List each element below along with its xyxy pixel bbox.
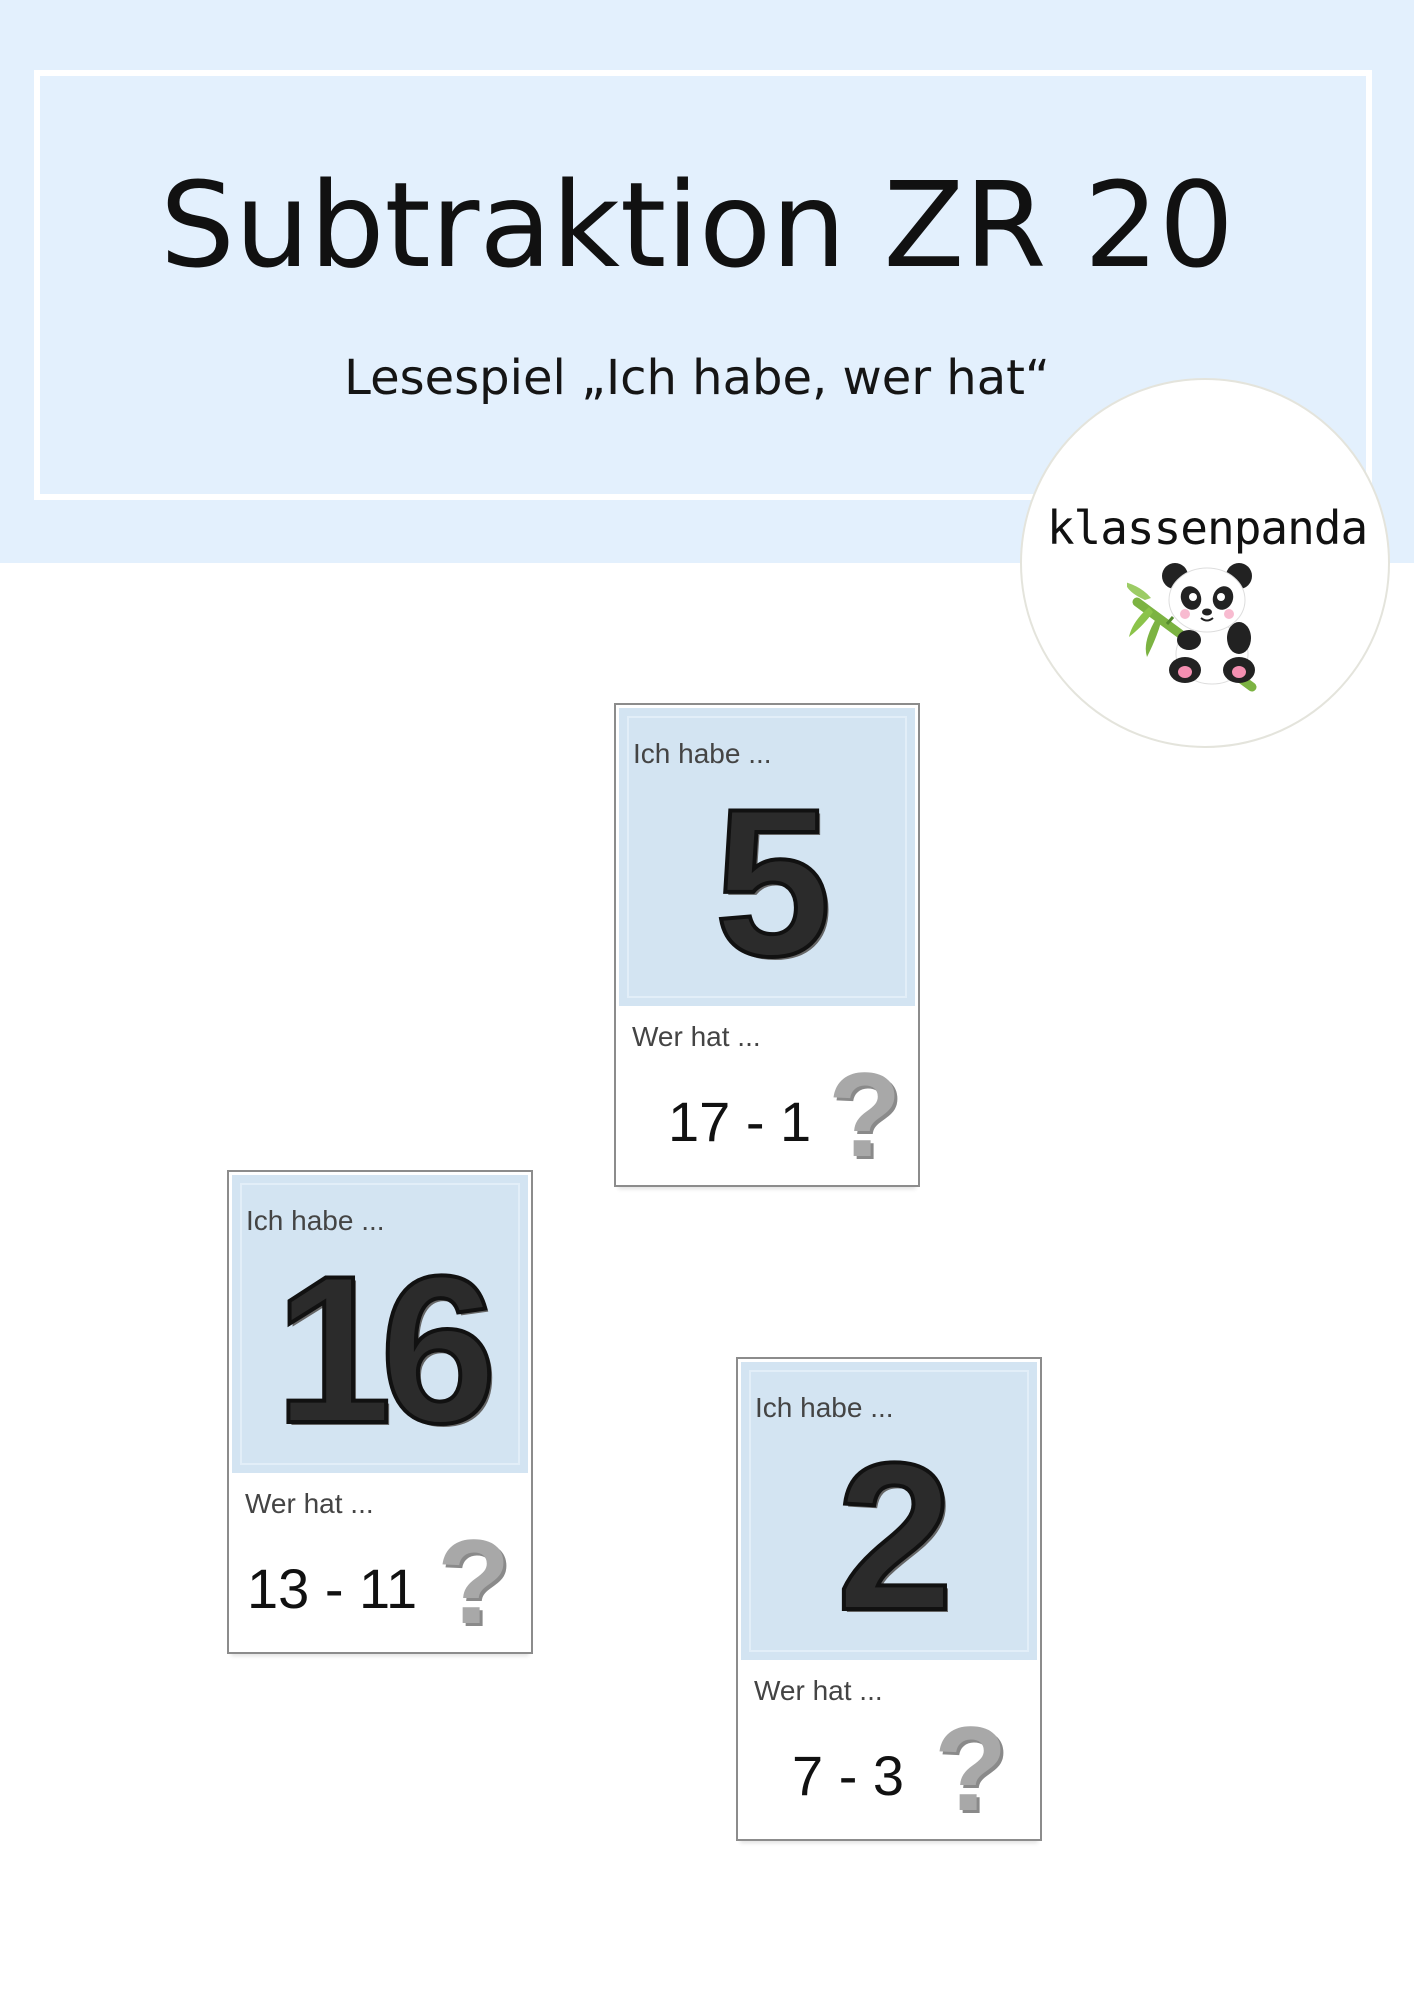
who-label: Wer hat ... bbox=[245, 1488, 374, 1519]
card-number: 5 bbox=[714, 765, 820, 1000]
who-label: Wer hat ... bbox=[754, 1675, 883, 1706]
have-label: Ich habe ... bbox=[246, 1205, 385, 1236]
card-number: 16 bbox=[275, 1232, 485, 1467]
card-top-panel bbox=[741, 1362, 1037, 1660]
logo-text: klassenpanda bbox=[1046, 501, 1368, 555]
card-equation: 17 - 1 bbox=[668, 1090, 812, 1153]
game-card bbox=[736, 1357, 1042, 1841]
question-mark-icon: ? bbox=[828, 1048, 902, 1182]
have-label: Ich habe ... bbox=[633, 738, 772, 769]
card-top-panel bbox=[232, 1175, 528, 1473]
card-equation: 7 - 3 bbox=[792, 1744, 905, 1807]
question-mark-icon: ? bbox=[934, 1702, 1008, 1836]
card-top-panel bbox=[619, 708, 915, 1006]
have-label: Ich habe ... bbox=[755, 1392, 894, 1423]
card-number: 2 bbox=[836, 1419, 942, 1654]
page-subtitle: Lesespiel „Ich habe, wer hat“ bbox=[344, 350, 1050, 406]
panda-bamboo-icon bbox=[1127, 562, 1287, 692]
question-mark-icon: ? bbox=[437, 1515, 511, 1649]
game-card bbox=[227, 1170, 533, 1654]
page-title: Subtraktion ZR 20 bbox=[159, 156, 1235, 294]
logo-badge bbox=[1020, 378, 1390, 748]
card-equation: 13 - 11 bbox=[247, 1557, 418, 1620]
game-card bbox=[614, 703, 920, 1187]
who-label: Wer hat ... bbox=[632, 1021, 761, 1052]
